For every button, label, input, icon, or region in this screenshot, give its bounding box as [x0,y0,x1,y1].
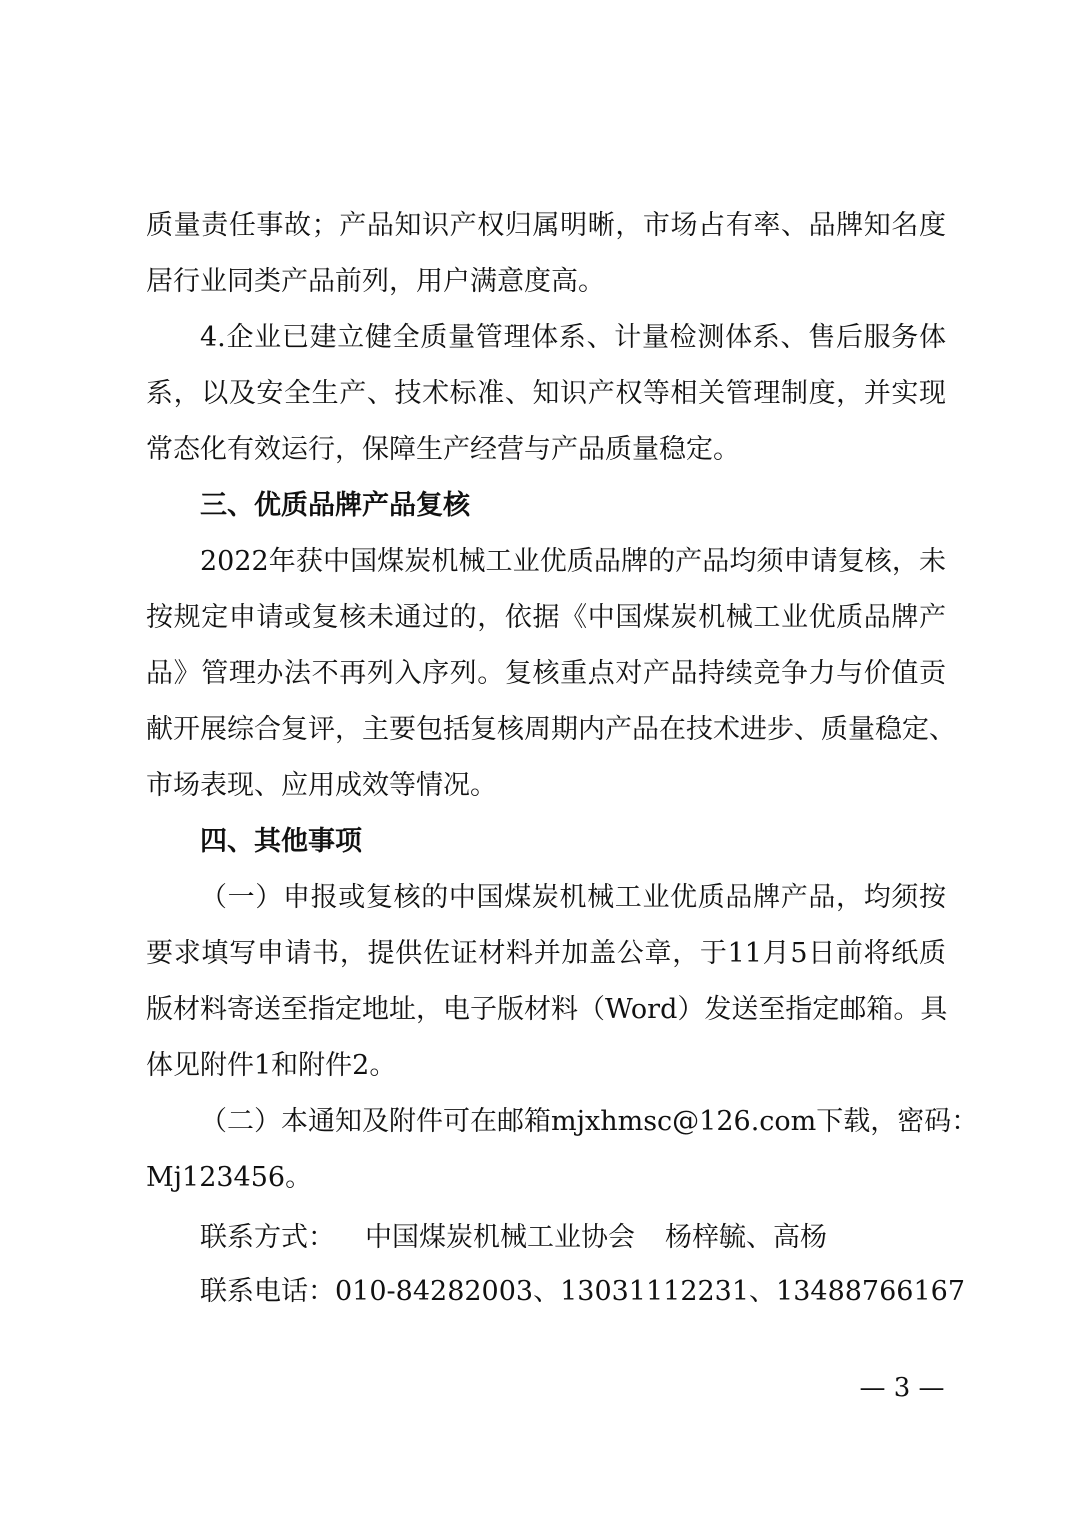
paragraph-line: 市场表现、应用成效等情况。 [146,770,497,801]
paragraph-line: 居行业同类产品前列，用户满意度高。 [146,266,605,297]
paragraph-line: 4.企业已建立健全质量管理体系、计量检测体系、售后服务体 [200,322,946,353]
paragraph-line: （二）本通知及附件可在邮箱mjxhmsc@126.com下载，密码： [200,1106,979,1137]
paragraph-line: （一）申报或复核的中国煤炭机械工业优质品牌产品，均须按 [200,882,946,913]
contact-phone: 联系电话：010-84282003、13031112231、13488766167 [200,1276,966,1307]
paragraph-line: 按规定申请或复核未通过的，依据《中国煤炭机械工业优质品牌产 [146,602,946,633]
section-heading: 三、优质品牌产品复核 [200,490,470,521]
contact-label: 联系方式： [200,1222,335,1253]
paragraph-line: 常态化有效运行，保障生产经营与产品质量稳定。 [146,434,740,465]
contact-organization: 中国煤炭机械工业协会 [365,1222,635,1253]
paragraph-line: 品》管理办法不再列入序列。复核重点对产品持续竞争力与价值贡 [146,658,946,689]
paragraph-line: 质量责任事故；产品知识产权归属明晰，市场占有率、品牌知名度 [146,210,946,241]
contact-names: 杨梓毓、高杨 [665,1222,827,1253]
paragraph-line: 系，以及安全生产、技术标准、知识产权等相关管理制度，并实现 [146,378,946,409]
paragraph-line: 体见附件1和附件2。 [146,1050,397,1081]
paragraph-line: Mj123456。 [146,1162,313,1193]
paragraph-line: 版材料寄送至指定地址，电子版材料（Word）发送至指定邮箱。具 [146,994,948,1025]
contact-line [200,1216,946,1260]
paragraph-line: 2022年获中国煤炭机械工业优质品牌的产品均须申请复核，未 [200,546,946,577]
section-heading: 四、其他事项 [200,826,362,857]
page-number: — 3 — [859,1373,945,1403]
paragraph-line: 献开展综合复评，主要包括复核周期内产品在技术进步、质量稳定、 [146,714,956,745]
paragraph-line: 要求填写申请书，提供佐证材料并加盖公章，于11月5日前将纸质 [146,938,946,969]
